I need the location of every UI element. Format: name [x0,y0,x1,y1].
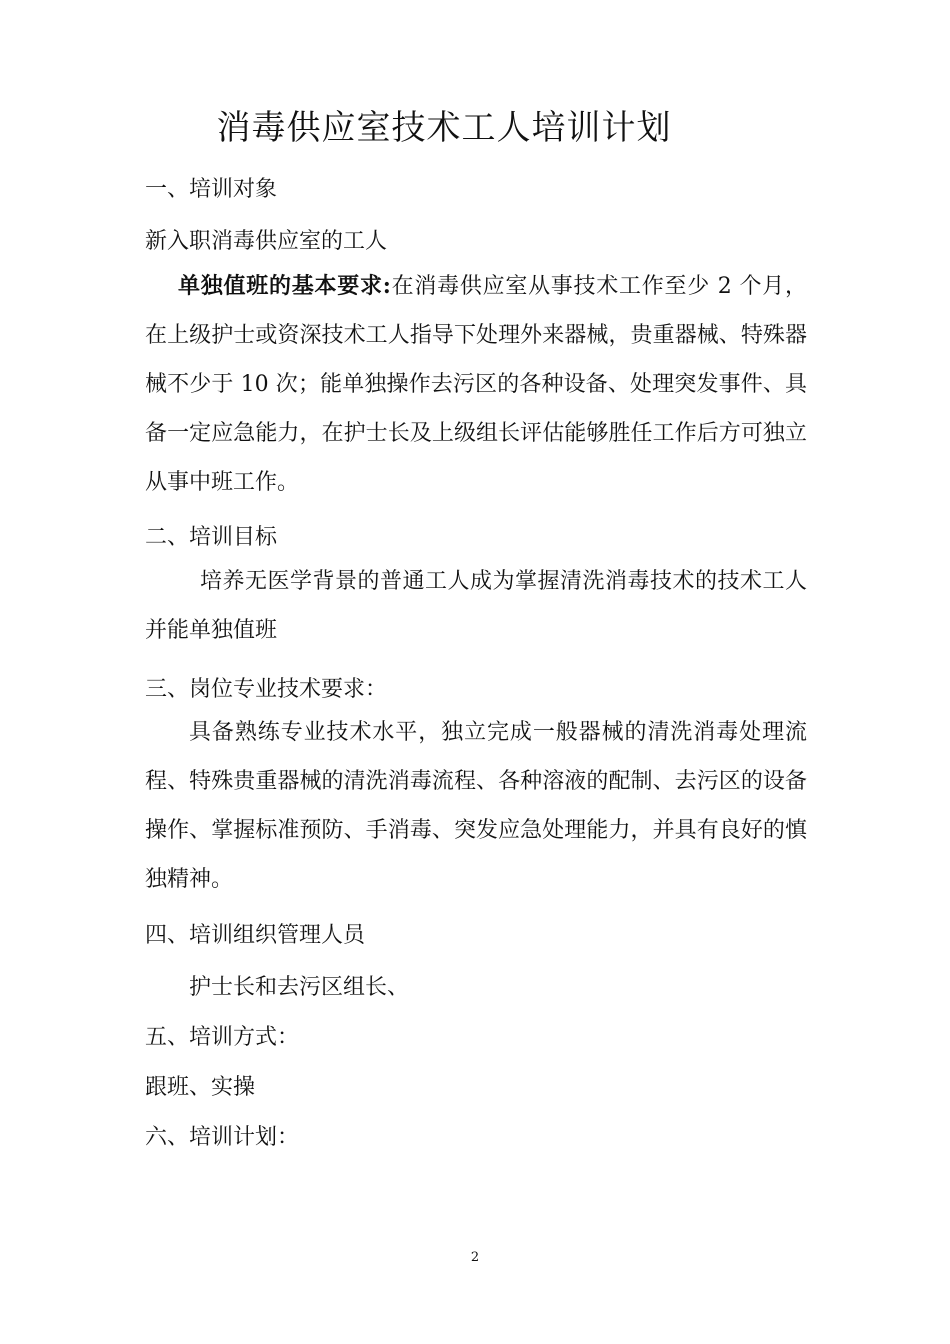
section-4-body: 护士长和去污区组长、 [189,975,410,1000]
section-1-heading: 一、培训对象 [145,177,278,202]
section-5-body: 跟班、实操 [145,1075,256,1100]
document-title: 消毒供应室技术工人培训计划 [216,108,672,148]
section-1-body: 新入职消毒供应室的工人 [145,229,388,254]
section-3-body: 具备熟练专业技术水平，独立完成一般器械的清洗消毒处理流程、特殊贵重器械的清洗消毒流程、各种溶液的配制、去污区的设备操作、掌握标准预防、手消毒、突发应急处理能力，并具有良好的慎独精神。 [145,720,807,892]
section-5-heading: 五、培训方式： [145,1025,300,1050]
section-2-heading: 二、培训目标 [145,525,278,550]
requirement-paragraph [145,262,807,507]
requirement-label: 单独值班的基本要求: [178,273,391,299]
page-number: 2 [470,1250,480,1265]
section-6-heading: 六、培训计划： [145,1125,300,1150]
section-2-body: 培养无医学背景的普通工人成为掌握清洗消毒技术的技术工人并能单独值班 [145,569,807,643]
requirement-text: 在消毒供应室从事技术工作至少 2 个月，在上级护士或资深技术工人指导下处理外来器械，贵重器械、特殊器械不少于 10 次；能单独操作去污区的各种设备、处理突发事件、具备一定应急能力，在护士长及上级组长评估能够胜任工作后方可独立从事中班工作。 [145,274,807,495]
section-4-heading: 四、培训组织管理人员 [145,923,366,948]
section-3-heading: 三、岗位专业技术要求： [145,677,388,702]
